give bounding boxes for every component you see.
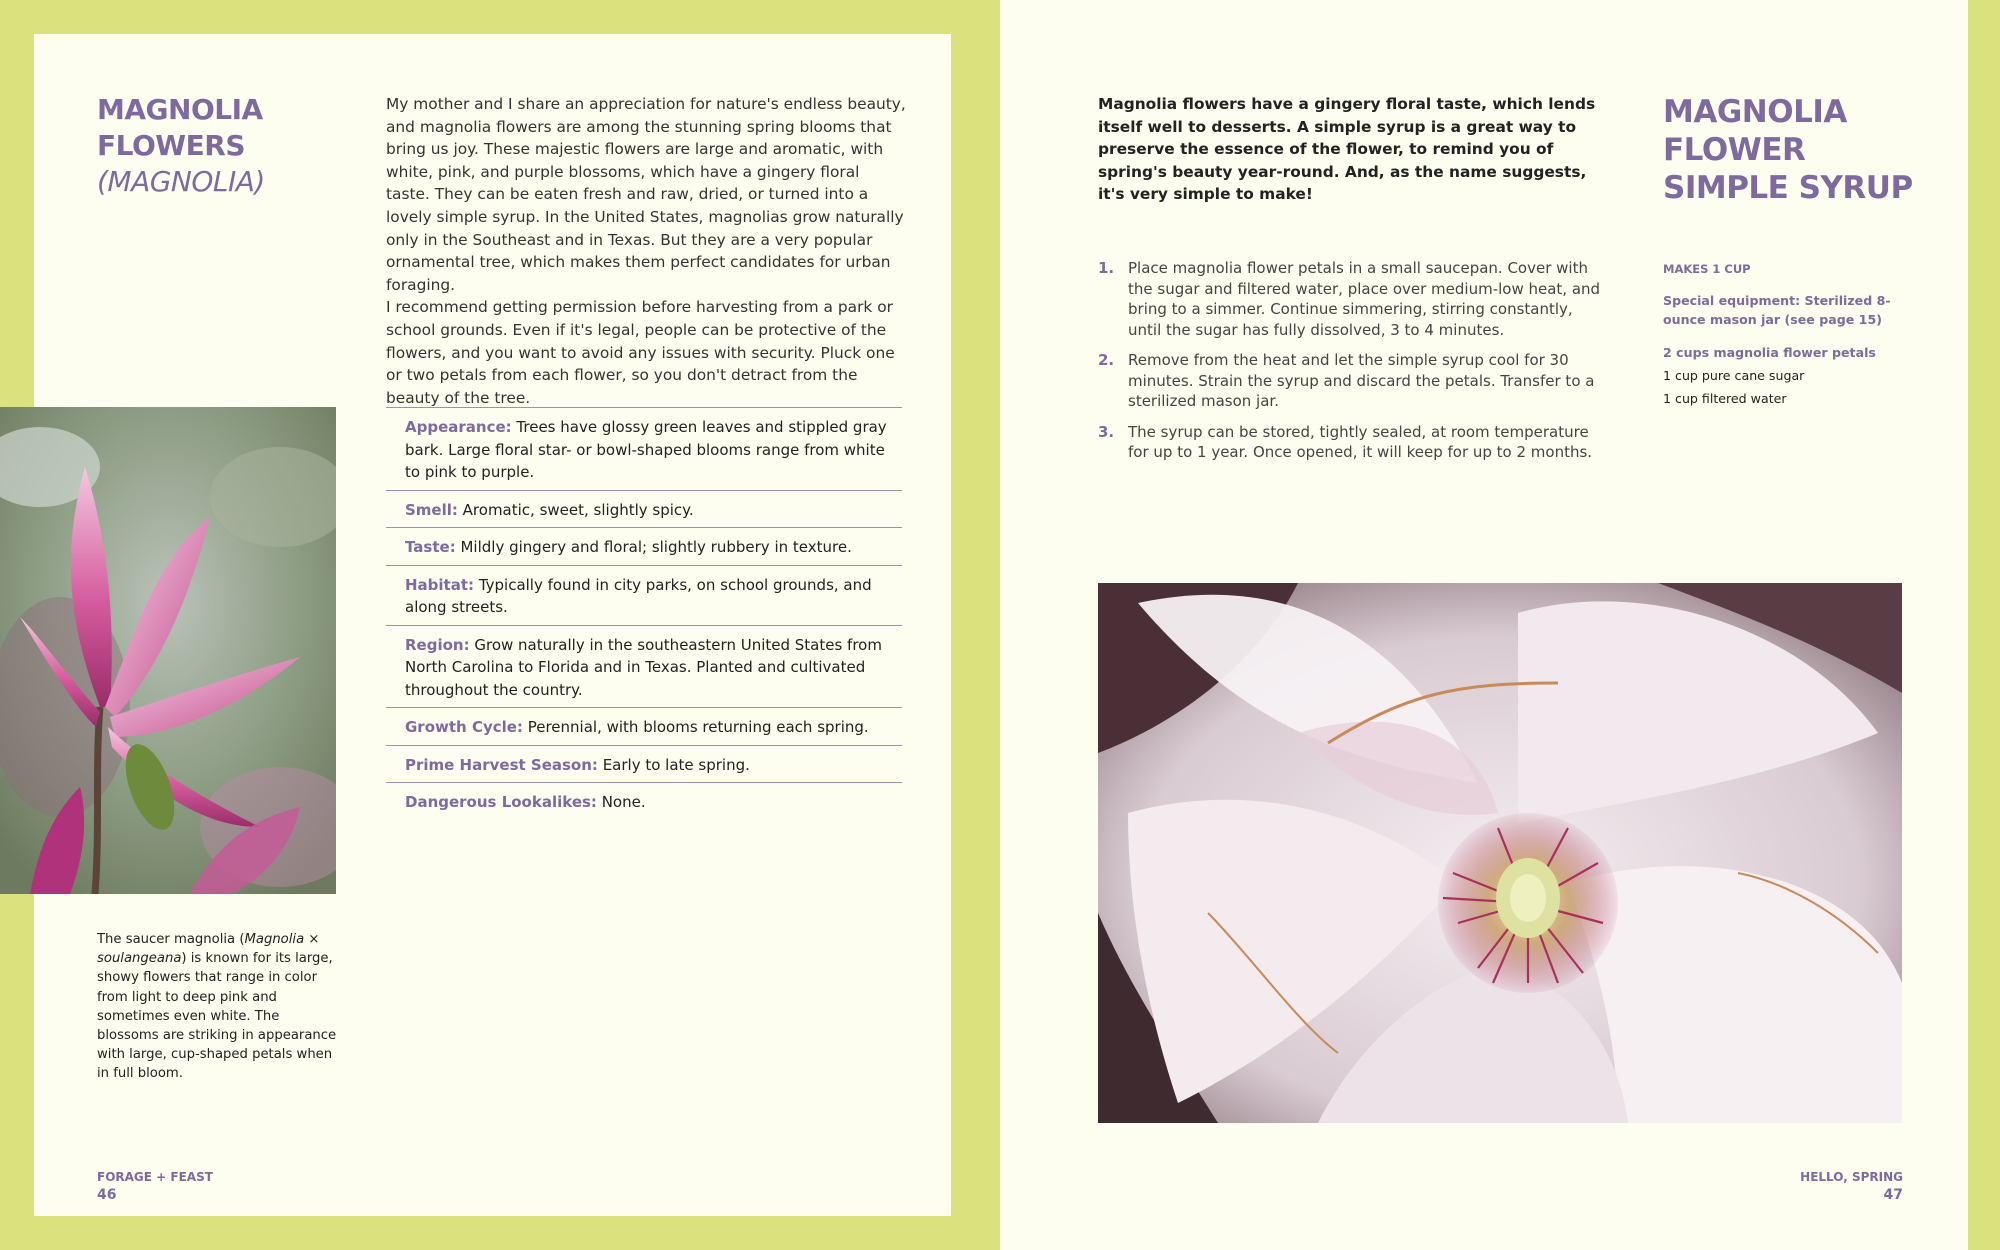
recipe-title (1663, 93, 1913, 207)
title-latin: (MAGNOLIA) (97, 165, 265, 198)
magnolia-closeup-photo (1098, 583, 1902, 1123)
title-line: FLOWERS (97, 129, 246, 162)
fact-label: Region: (405, 635, 470, 654)
saucer-magnolia-photo (0, 407, 336, 894)
fact-item (386, 565, 902, 625)
fact-text: Perennial, with blooms returning each spring. (527, 718, 869, 736)
recipe-yield: MAKES 1 CUP (1663, 262, 1751, 276)
fact-text: Early to late spring. (602, 755, 750, 774)
caption-text-rest: ) is known for its large, showy flowers that range in color from light to deep pink and sometimes even white. The blossoms are striking in appearance with large, cup-shaped petals when in full bloom. (97, 951, 337, 1082)
facts-list (386, 407, 902, 820)
fact-item (386, 707, 902, 745)
fact-item (386, 490, 902, 528)
intro-paragraph-2: I recommend getting permission before harvesting from a park or school grounds. Even if it's legal, people can be protective of the flowers, and you want to avoid any issues with security. Pluck one or two petals from each flower, so you don't detract from the beauty of the tree. (386, 298, 895, 407)
fact-item (386, 782, 902, 820)
caption-text: The saucer magnolia ( (97, 932, 245, 947)
intro-paragraph: My mother and I share an appreciation for nature's endless beauty, and magnolia flowers are among the stunning spring blooms that bring us joy. These majestic flowers are large and aromatic, with white, pink, and purple blossoms, which have a gingery floral taste. They can be eaten fresh and raw, dried, or turned into a lovely simple syrup. In the United States, magnolias grow naturally only in the Southeast and in Texas. But they are a very popular ornamental tree, which makes them perfect candidates for urban foraging. (386, 95, 906, 294)
intro-text (386, 93, 906, 409)
title-line: MAGNOLIA (97, 93, 263, 126)
fact-text: Trees have glossy green leaves and stippled gray bark. Large floral star- or bowl-shaped blooms range from white to pink to purple. (405, 418, 887, 481)
fact-label: Dangerous Lookalikes: (405, 793, 597, 811)
step-number: 2. (1098, 351, 1115, 369)
fact-label: Prime Harvest Season: (405, 755, 598, 774)
fact-text: Typically found in city parks, on school grounds, and along streets. (405, 575, 872, 616)
step-text: Remove from the heat and let the simple syrup cool for 30 minutes. Strain the syrup and discard the petals. Transfer to a sterilized mason jar. (1128, 351, 1595, 410)
title-line: FLOWER (1663, 132, 1806, 168)
step-text: The syrup can be stored, tightly sealed, at room temperature for up to 1 year. Once opened, it will keep for up to 2 months. (1128, 422, 1593, 461)
step-number: 1. (1098, 259, 1115, 277)
running-head: HELLO, SPRING (1800, 1170, 1903, 1184)
fact-item (386, 527, 902, 565)
caption-species: Magnolia × soulangeana (97, 932, 320, 967)
step-number: 3. (1098, 422, 1115, 441)
step-text: Place magnolia flower petals in a small saucepan. Cover with the sugar and filtered water, place over medium-low heat, and bring to a simmer. Continue simmering, stirring constantly, until the sugar has fully dissolved, 3 to 4 minutes. (1128, 259, 1601, 339)
footer-left (97, 1168, 213, 1204)
fact-text: Grow naturally in the southeastern United States from North Carolina to Florida and in Texas. Planted and cultivated throughout the country. (405, 635, 882, 699)
fact-item (386, 407, 902, 490)
recipe-intro: Magnolia flowers have a gingery floral taste, which lends itself well to desserts. A simple syrup is a great way to preserve the essence of the flower, to remind you of spring's beauty year-round. And, as the name suggests, it's very simple to make! (1098, 95, 1596, 204)
page-number: 47 (1883, 1187, 1903, 1203)
ingredient-item: 2 cups magnolia flower petals (1663, 345, 1876, 360)
fact-text: Aromatic, sweet, slightly spicy. (462, 500, 694, 519)
page-title-left (97, 92, 357, 200)
ingredient-item: 1 cup filtered water (1663, 391, 1787, 406)
recipe-meta (1663, 260, 1913, 408)
recipe-step (1098, 422, 1608, 463)
recipe-step (1098, 350, 1608, 412)
title-line: SIMPLE SYRUP (1663, 170, 1913, 206)
title-line: MAGNOLIA (1663, 94, 1847, 130)
fact-label: Growth Cycle: (405, 718, 523, 736)
fact-text: Mildly gingery and floral; slightly rubbery in texture. (460, 538, 852, 556)
page-number: 46 (97, 1187, 117, 1203)
photo-caption (97, 930, 342, 1084)
ingredient-item: 1 cup pure cane sugar (1663, 368, 1805, 383)
recipe-step (1098, 258, 1608, 340)
fact-item (386, 745, 902, 783)
running-head: FORAGE + FEAST (97, 1170, 213, 1184)
fact-label: Habitat: (405, 575, 475, 594)
fact-item (386, 625, 902, 708)
fact-label: Appearance: (405, 418, 512, 436)
fact-label: Smell: (405, 500, 458, 519)
recipe-steps (1098, 258, 1608, 473)
footer-right (1800, 1168, 1903, 1204)
right-edge-background (1968, 0, 2000, 1250)
fact-label: Taste: (405, 538, 456, 556)
special-equipment: Special equipment: Sterilized 8-ounce mason jar (see page 15) (1663, 293, 1891, 327)
fact-text: None. (601, 793, 646, 811)
